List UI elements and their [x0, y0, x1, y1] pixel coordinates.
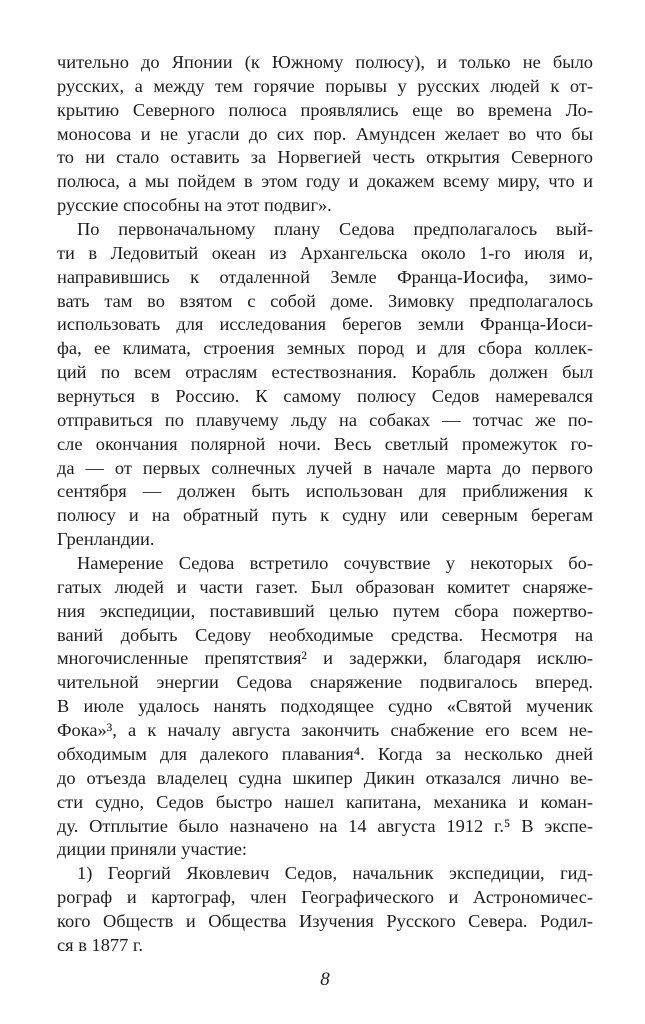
text-line: 1) Георгий Яковлевич Седов, начальник экспедиции, гид- [77, 863, 593, 884]
text-line: направившись к отдаленной Земле Франца-Иосифа, зимо- [57, 266, 593, 287]
text-line: гатых людей и части газет. Был образован комитет снаряже- [57, 576, 593, 597]
text-line: По первоначальному плану Седова предполагалось вый- [77, 219, 593, 240]
text-line: чительно до Японии (к Южному полюсу), и только не было [57, 52, 593, 72]
text-line: то ни стало оставить за Норвегией честь открытия Северного [57, 147, 593, 168]
text-line: крытию Северного полюса проявлялись еще во времена Ло- [57, 99, 593, 120]
text-line: сти судно, Седов быстро нашел капитана, механика и коман- [57, 791, 593, 812]
text-line: использовать для исследования берегов земли Франца-Иоси- [57, 314, 593, 335]
text-line: ся в 1877 г. [57, 934, 143, 955]
text-line: ций по всем отраслям естествознания. Корабль должен был [57, 362, 593, 383]
text-line: В июле удалось нанять подходящее судно «Святой мученик [57, 696, 593, 717]
text-line: фа, ее климата, строения земных пород и для сбора коллек- [57, 338, 593, 359]
text-line: ти в Ледовитый океан из Архангельска около 1-го июля и, [57, 242, 593, 263]
text-line: многочисленные препятствия² и задержки, благодаря исклю- [57, 648, 593, 669]
text-line: полюсу и на обратный путь к судну или северным берегам [57, 505, 593, 526]
text-line: обходимым для далекого плавания⁴. Когда за несколько дней [57, 743, 593, 764]
text-line: сентября — должен быть использован для приближения к [57, 481, 593, 502]
text-line: ду. Отплытие было назначено на 14 августа 1912 г.⁵ В экспе- [57, 815, 593, 836]
paragraph [57, 552, 593, 862]
text-line: русские способны на этот подвиг». [57, 195, 332, 216]
text-line: чительной энергии Седова снаряжение подвигалось вперед. [57, 672, 593, 693]
text-line: Намерение Седова встретило сочувствие у некоторых бо- [77, 553, 593, 574]
text-line: Фока»³, а к началу августа закончить снабжение его всем не- [57, 720, 593, 741]
text-line: ваний добыть Седову необходимые средства. Несмотря на [57, 624, 593, 645]
page-footer [57, 969, 593, 991]
text-line: ния экспедиции, поставивший целью путем сбора пожертво- [57, 600, 593, 621]
text-line: вернуться в Россию. К самому полюсу Седов намеревался [57, 386, 593, 407]
text-line: сле окончания полярной ночи. Весь светлый промежуток го- [57, 433, 593, 454]
text-line: Гренландии. [57, 529, 155, 550]
text-line: моносова и не угасли до сих пор. Амундсен желает во что бы [57, 123, 593, 144]
text-line: до отъезда владелец судна шкипер Дикин отказался лично ве- [57, 767, 593, 788]
text-line: вать там во взятом с собой доме. Зимовку предполагалось [57, 290, 593, 311]
text-line: русских, а между тем горячие порывы у русских людей к от- [57, 75, 593, 96]
text-line: полюса, а мы пойдем в этом году и докажем всему миру, что и [57, 171, 593, 192]
page-text [57, 51, 593, 958]
text-line: диции приняли участие: [57, 839, 248, 860]
text-line: да — от первых солнечных лучей в начале марта до первого [57, 457, 593, 478]
paragraph [57, 218, 593, 552]
paragraph [57, 862, 593, 957]
paragraph [57, 51, 593, 218]
text-line: кого Обществ и Общества Изучения Русского Севера. Родил- [57, 910, 593, 931]
page-number: 8 [320, 969, 330, 990]
text-line: рограф и картограф, член Географического и Астрономичес- [57, 887, 593, 908]
text-line: отправиться по плавучему льду на собаках — тотчас же по- [57, 409, 593, 430]
